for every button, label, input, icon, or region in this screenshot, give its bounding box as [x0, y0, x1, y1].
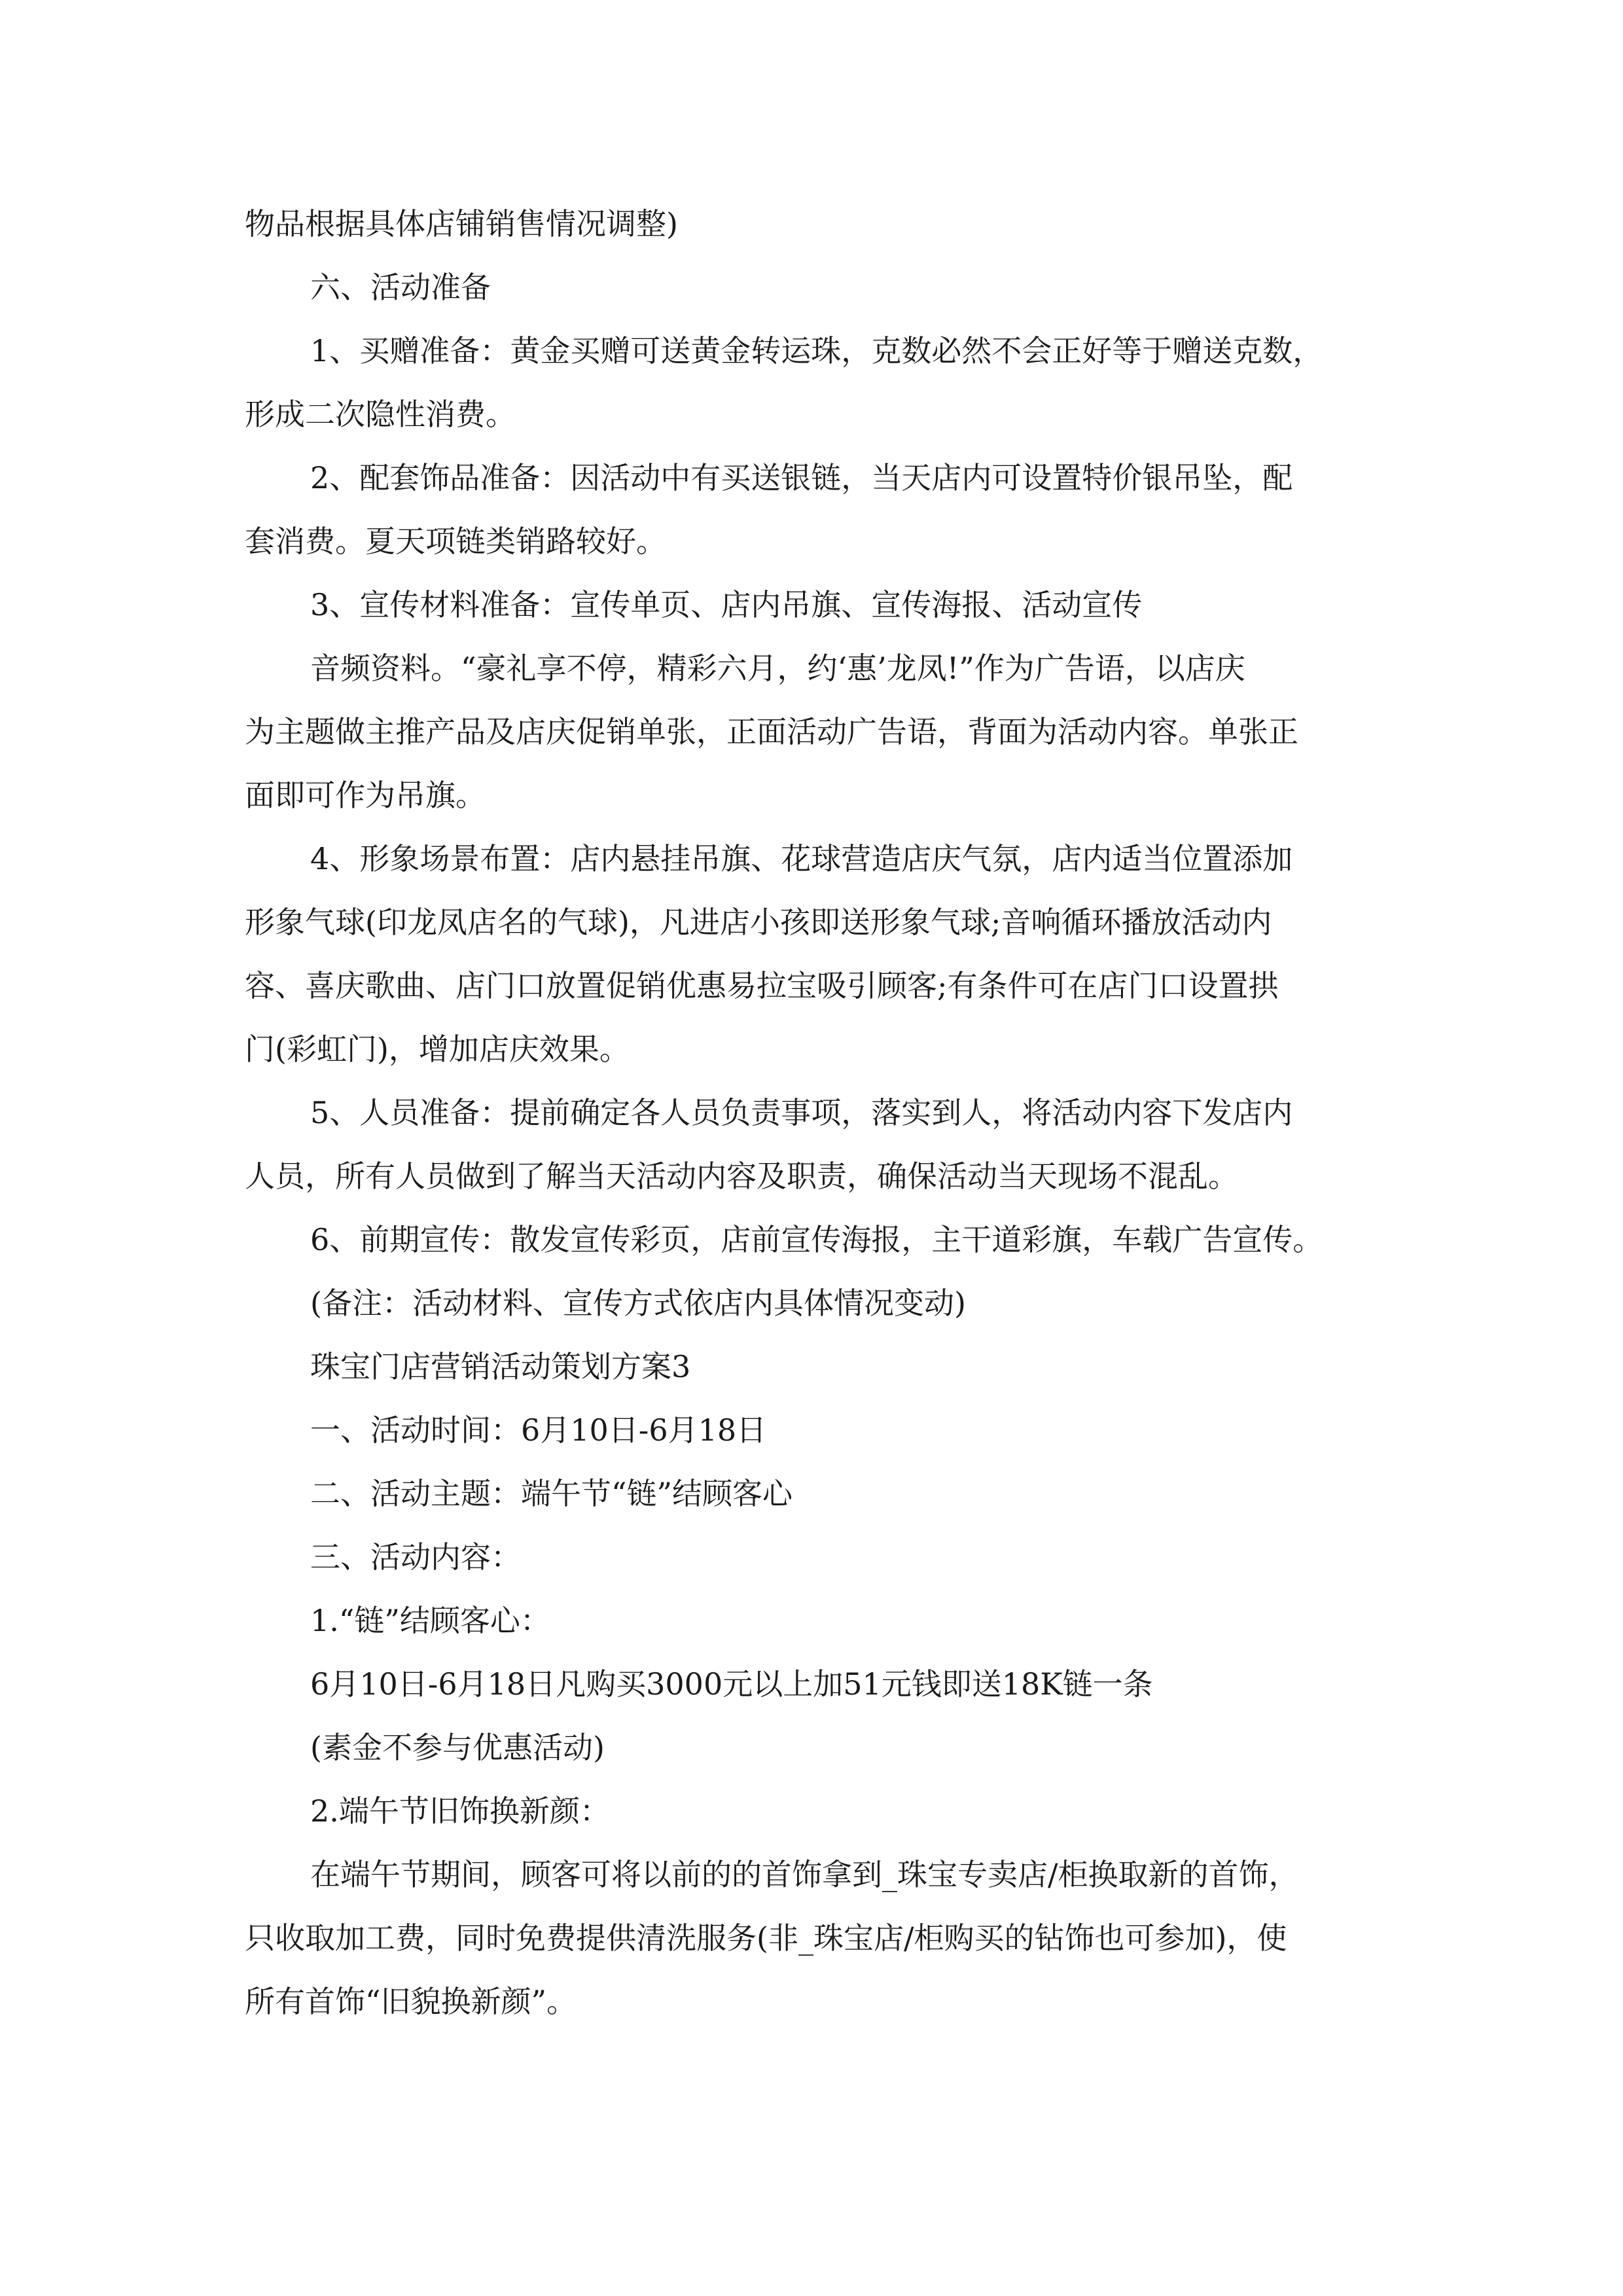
text-line: 6、前期宣传：散发宣传彩页，店前宣传海报，主干道彩旗，车载广告宣传。	[310, 1222, 1323, 1257]
text-line: 2、配套饰品准备：因活动中有买送银链，当天店内可设置特价银吊坠，配	[310, 460, 1293, 495]
text-line: 1.“链”结顾客心：	[310, 1603, 550, 1638]
text-line: 套消费。夏天项链类销路较好。	[245, 524, 666, 559]
text-line: 二、活动主题：端午节“链”结顾客心	[310, 1476, 793, 1511]
text-line: 六、活动准备	[310, 270, 491, 305]
text-line: 面即可作为吊旗。	[245, 778, 486, 813]
text-line: 门(彩虹门)，增加店庆效果。	[245, 1031, 630, 1067]
text-line: 6月10日-6月18日凡购买3000元以上加51元钱即送18K链一条	[310, 1666, 1153, 1702]
text-line: 1、买赠准备：黄金买赠可送黄金转运珠，克数必然不会正好等于赠送克数，	[310, 333, 1323, 368]
text-line: 人员，所有人员做到了解当天活动内容及职责，确保活动当天现场不混乱。	[245, 1158, 1238, 1194]
text-line: (素金不参与优惠活动)	[310, 1730, 605, 1765]
text-line: 在端午节期间，顾客可将以前的的首饰拿到_珠宝专卖店/柜换取新的首饰，	[310, 1857, 1299, 1892]
text-line: 2.端午节旧饰换新颜：	[310, 1793, 610, 1829]
text-line: 物品根据具体店铺销售情况调整)	[245, 206, 678, 242]
text-line: 一、活动时间：6月10日-6月18日	[310, 1412, 767, 1448]
text-line: 形成二次隐性消费。	[245, 397, 516, 432]
text-line: 所有首饰“旧貌换新颜”。	[245, 1984, 577, 2019]
text-line: 容、喜庆歌曲、店门口放置促销优惠易拉宝吸引顾客;有条件可在店门口设置拱	[245, 968, 1279, 1003]
text-line: 为主题做主推产品及店庆促销单张，正面活动广告语，背面为活动内容。单张正	[245, 714, 1298, 749]
text-line: 音频资料。“豪礼享不停，精彩六月，约‘惠’龙凤!”作为广告语，以店庆	[310, 651, 1245, 686]
text-line: 只收取加工费，同时免费提供清洗服务(非_珠宝店/柜购买的钻饰也可参加)，使	[245, 1920, 1287, 1956]
text-line: (备注：活动材料、宣传方式依店内具体情况变动)	[310, 1285, 966, 1321]
text-line: 4、形象场景布置：店内悬挂吊旗、花球营造店庆气氛，店内适当位置添加	[310, 841, 1293, 876]
text-line: 三、活动内容：	[310, 1539, 521, 1575]
document-body	[245, 192, 1403, 2034]
text-line: 珠宝门店营销活动策划方案3	[310, 1349, 691, 1384]
text-line: 3、宣传材料准备：宣传单页、店内吊旗、宣传海报、活动宣传	[310, 587, 1143, 622]
text-line: 形象气球(印龙凤店名的气球)，凡进店小孩即送形象气球;音响循环播放活动内	[245, 905, 1272, 940]
text-line: 5、人员准备：提前确定各人员负责事项，落实到人，将活动内容下发店内	[310, 1095, 1293, 1130]
